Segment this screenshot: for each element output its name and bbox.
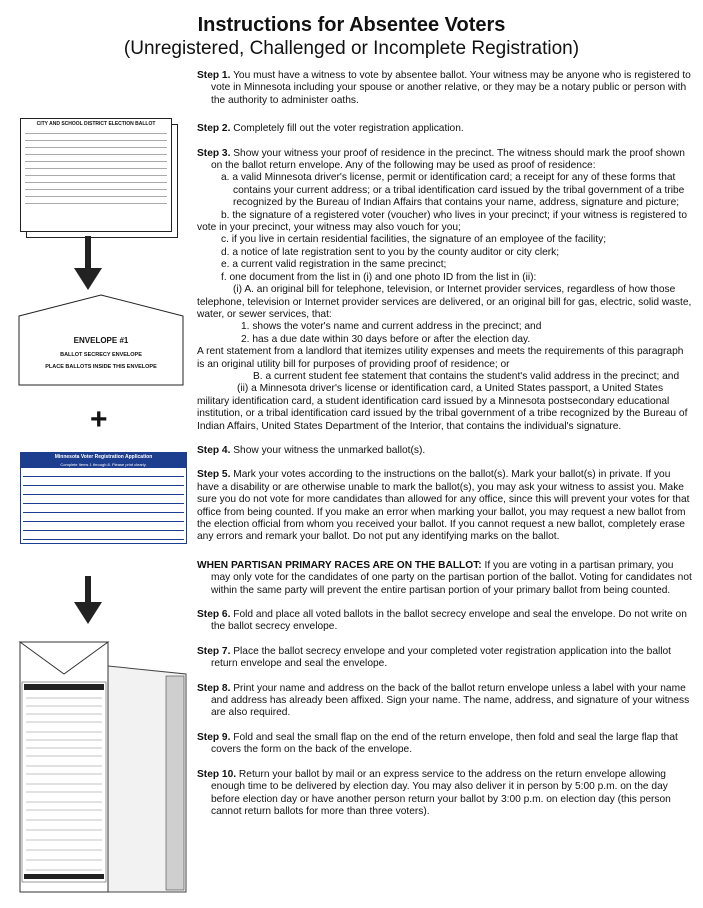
step-6: [197, 609, 693, 634]
step-3-item-f: f. one document from the list in (i) and one photo ID from the list in (ii):: [221, 271, 537, 283]
step-1-label: Step 1.: [197, 70, 231, 81]
ballot-header: CITY AND SCHOOL DISTRICT ELECTION BALLOT: [36, 121, 156, 127]
step-3-item-b: b. the signature of a registered voter (voucher) who lives in your precinct; if your witness is registered to vote in your precinct, your witness may also vouch for you;: [197, 209, 688, 234]
envelope-line-2: PLACE BALLOTS INSIDE THIS ENVELOPE: [45, 364, 157, 370]
envelope-title: ENVELOPE #1: [73, 336, 129, 345]
step-9-text: Fold and seal the small flap on the end of the return envelope, then fold and seal the large flap that covers the form on the back of the envelope.: [211, 731, 678, 756]
step-10-text: Return your ballot by mail or an express service to the address on the return envelope allowing enough time to be delivered by election day. You may also deliver it in person by 5:00 p.m. on the day before election day or have another person return your ballot by 3:00 p.m. on election day (this person cannot return ballots for more than three voters).: [211, 768, 671, 817]
step-3-item-e: e. a current valid registration in the same precinct;: [221, 259, 447, 271]
step-10: [197, 769, 693, 819]
step-6-label: Step 6.: [197, 609, 231, 621]
step-3-item-ii: (ii) a Minnesota driver's license or identification card, a United States passport, a United States military identification card, a student identification card issued by a Minnesota postsecondary educational institution, or a tribal identification card issued by the tribal government of a tribe recognized by the Bureau of Indian Affairs, United States Department of the Interior, that contains the individual's signature.: [197, 383, 688, 432]
step-5-text: Mark your votes according to the instructions on the ballot(s). Mark your ballot(s) in private. If you have a disability or are otherwise unable to mark the ballot(s), you may ask your witness to assist you. Make sure you do not vote for more candidates than allowed for any office, since this will prevent your votes for that office from being counted. If you make an error when marking your ballot, you may request a new ballot from the election official from whom you received your ballot. If you cannot request a new ballot, completely erase any errors and remark your ballot. Do not put any identifying marks on the ballot.: [197, 469, 690, 543]
plus-icon: +: [90, 403, 108, 436]
step-5: [197, 469, 693, 543]
step-7: [197, 646, 693, 671]
step-3-label: Step 3.: [197, 147, 231, 159]
step-6-text: Fold and place all voted ballots in the ballot secrecy envelope and seal the envelope. Do not write on the ballot secrecy envelope.: [211, 609, 687, 633]
step-8: [197, 683, 693, 720]
step-2-text: Completely fill out the voter registration application.: [233, 123, 464, 135]
ballot-illustration: [20, 118, 172, 232]
step-5-label: Step 5.: [197, 469, 231, 481]
step-1-text: You must have a witness to vote by absentee ballot. Your witness may be anyone who is registered to vote in Minnesota including your spouse or another relative, or they may be a notary public or person with the authority to administer oaths.: [211, 70, 691, 106]
step-10-label: Step 10.: [197, 768, 237, 780]
step-3-rent-statement: A rent statement from a landlord that itemizes utility expenses and meets the requirements of this paragraph is an original utility bill for purposes of providing proof of residence; or: [197, 346, 684, 370]
step-3-item-a: a. a valid Minnesota driver's license, permit or identification card; a receipt for any of these forms that contains your current address; or a tribal identification card issued by the tribal government of a tribe recognized by the Bureau of Indian Affairs that contains your name, address, signature and picture;: [221, 172, 685, 209]
instructions-column: [197, 70, 693, 818]
partisan-label: WHEN PARTISAN PRIMARY RACES ARE ON THE BALLOT:: [197, 559, 482, 571]
regapp-title: Minnesota Voter Registration Application: [21, 453, 186, 461]
step-8-label: Step 8.: [197, 682, 231, 694]
step-7-text: Place the ballot secrecy envelope and your completed voter registration application into the ballot return envelope and seal the envelope.: [211, 645, 672, 670]
secrecy-envelope-illustration: [18, 294, 184, 386]
step-3-item-d: d. a notice of late registration sent to you by the county auditor or city clerk;: [221, 246, 560, 258]
step-3-item-i-2: 2. has a due date within 30 days before or after the election day.: [241, 333, 531, 345]
step-3-item-c: c. if you live in certain residential facilities, the signature of an employee of the facility;: [221, 234, 607, 246]
step-3: [197, 148, 693, 173]
step-7-label: Step 7.: [197, 645, 231, 657]
step-3-text: Show your witness your proof of residence in the precinct. The witness should mark the proof shown on the ballot return envelope. Any of the following may be used as proof of residence:: [211, 147, 685, 172]
partisan-primary-note: [197, 560, 693, 597]
step-2-label: Step 2.: [197, 123, 231, 135]
page-title: Instructions for Absentee Voters: [197, 14, 506, 36]
step-8-text: Print your name and address on the back of the ballot return envelope unless a label with your name and address has already been affixed. Sign your name. The name, address, and signature of your witness are also required.: [211, 682, 690, 719]
page-subtitle: (Unregistered, Challenged or Incomplete Registration): [123, 38, 580, 59]
step-4-label: Step 4.: [197, 444, 231, 456]
step-9: [197, 732, 693, 757]
step-2: [197, 123, 693, 135]
step-4-text: Show your witness the unmarked ballot(s).: [233, 444, 426, 456]
return-envelope-illustration: [18, 640, 188, 896]
step-9-label: Step 9.: [197, 731, 231, 743]
step-3-item-i-a: (i) A. an original bill for telephone, television, or Internet provider services, regardless of how those telephone, television or Internet provider services are delivered, or an original bill for gas, electric, solid waste, water, or sewer services, that:: [197, 284, 692, 320]
step-3-item-i-1: 1. shows the voter's name and current address in the precinct; and: [241, 321, 542, 333]
envelope-line-1: BALLOT SECRECY ENVELOPE: [60, 352, 142, 358]
step-1: [197, 70, 693, 107]
partisan-text: If you are voting in a partisan primary, you may only vote for the candidates of one party on the partisan portion of the ballot. Voting for candidates not within the same party will prevent the entire partisan portion of your primary ballot from being counted.: [211, 559, 692, 596]
step-3-item-i-b: B. a current student fee statement that contains the student's valid address in the precinct; and: [253, 370, 680, 382]
regapp-subtitle: Complete Items 1 through 8. Please print clearly.: [21, 461, 186, 468]
step-4: [197, 445, 693, 457]
registration-application-illustration: [20, 452, 187, 544]
